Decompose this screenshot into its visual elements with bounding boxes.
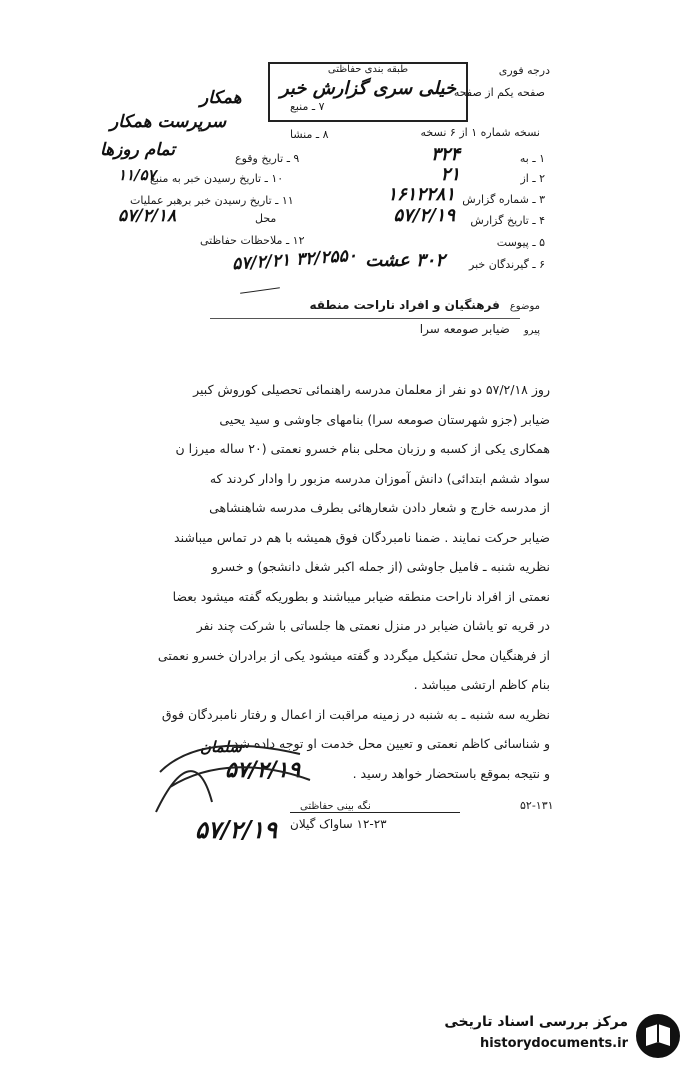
body-line: ضیابر (جزو شهرستان صومعه سرا) بنامهای جاوشی و سید یحیی (219, 411, 550, 427)
field-occurrence-date-value: تمام روزها (100, 140, 175, 160)
document-code: ۵۲-۱۳۱ (520, 799, 554, 812)
report-title (270, 78, 466, 99)
field-news-to-source-label: ۱۰ ـ تاریخ رسیدن خبر به منبع (150, 172, 284, 185)
body-line: از مدرسه خارج و شعار دادن شعارهائی بطرف مدرسه شاهنشاهی (209, 500, 550, 515)
margin-strike (240, 287, 280, 294)
signature-name: سلمان (200, 738, 242, 756)
field-to-label: ۱ ـ به (519, 152, 545, 165)
body-line: نعمتی از افراد ناراحت منطقه ضیابر میباشند و بطوریکه گفته میشود بعضا (172, 588, 550, 604)
place-label: محل (255, 212, 277, 225)
field-origin-label: ۸ ـ منشا (290, 128, 329, 141)
signature-scribble (150, 732, 320, 822)
body-line: از فرهنگیان محل تشکیل میگردد و گفته میشود یکی از برادران خسرو نعمتی (157, 647, 550, 663)
topic-label: موضوع (509, 301, 540, 312)
classification-label: طبقه بندی حفاظتی (327, 64, 409, 75)
body-line: و نتیجه بموقع باستحضار خواهد رسید . (352, 765, 550, 781)
body-line: ضیابر حرکت نمایند . ضمنا نامبردگان فوق همیشه با هم در تماس میباشند (174, 529, 550, 545)
field-news-to-operator-value: ۵۷/۲/۱۸ (118, 206, 177, 226)
body-line: نظریه شنبه ـ فامیل جاوشی (از جمله اکبر شغل دانشجو) و خسرو (211, 559, 550, 574)
field-source-value: همکار (200, 88, 242, 108)
body-line: در قریه تو یاشان ضیابر در منزل نعمتی ها جلساتی با شرکت چند نفر (196, 618, 550, 633)
body-line: و شناسائی کاظم نعمتی و تعیین محل خدمت او توجه داده شد (232, 736, 550, 751)
field-to-value: ۳۲۴ (430, 144, 460, 165)
field-recipients-value: ۳۰۲ عشت (365, 250, 445, 271)
signature-date: ۵۷/۲/۱۹ (225, 757, 301, 783)
field-news-to-operator-label: ۱۱ ـ تاریخ رسیدن خبر برهبر عملیات (130, 194, 294, 207)
field-report-number-value: ۱۶۱۲۲۸۱ (387, 184, 455, 205)
field-recipients-label: ۶ ـ گیرندگان خبر (469, 258, 545, 271)
topic-block (309, 298, 540, 336)
topic-place: ضیابر صومعه سرا (419, 322, 510, 336)
archive-book-icon (634, 1012, 682, 1060)
field-origin-value: سرپرست همکار (110, 112, 227, 132)
margin-note: ۳۲/۲۵۵۰ ۵۷/۲/۲۱ (231, 245, 358, 275)
topic-text: فرهنگیان و افراد ناراحت منطقه (309, 298, 500, 312)
field-report-date-label: ۴ ـ تاریخ گزارش (470, 214, 545, 227)
field-report-date-value: ۵۷/۲/۱۹ (393, 205, 455, 226)
body-line: روز ۵۷/۲/۱۸ دو نفر از معلمان مدرسه راهنمائی تحصیلی کوروش کبیر (193, 382, 550, 397)
field-source-label: ۷ ـ منبع (290, 100, 325, 113)
urgency-grade: درجه فوری (498, 64, 550, 77)
following-label: پیرو (523, 325, 540, 336)
watermark-title: مرکز بررسی اسناد تاریخی (444, 1014, 628, 1030)
body-line: سواد ششم ابتدائی) دانش آموزان مدرسه مزبور را وادار کردند که (209, 470, 550, 486)
field-report-number-label: ۳ ـ شماره گزارش (462, 193, 545, 206)
field-occurrence-date-label: ۹ ـ تاریخ وقوع (235, 152, 300, 165)
field-news-to-source-value: ۱۱/۵۷ (118, 166, 156, 184)
field-from-value: ۲۱ (440, 164, 460, 185)
page-label: صفحه یکم از صفحه (453, 86, 545, 99)
field-security-notes-label: ۱۲ ـ ملاحظات حفاظتی (200, 234, 305, 247)
signature-date-2: ۵۷/۲/۱۹ (195, 815, 277, 844)
footer-caption: نگه بینی حفاظتی (300, 801, 371, 812)
body-line: بنام کاظم ارتشی میباشد . (413, 677, 550, 692)
watermark-logo (440, 1008, 690, 1063)
footer-reference: ۱۲-۲۳ ساواک گیلان (290, 817, 387, 831)
watermark-url: historydocuments.ir (479, 1036, 628, 1051)
report-body (100, 375, 550, 788)
field-attachment-label: ۵ ـ پیوست (496, 236, 545, 249)
body-line: نظریه سه شنبه ـ به شنبه در زمینه مراقبت از اعمال و رفتار نامبردگان فوق (161, 706, 550, 722)
report-title-text: گزارش خبر (279, 78, 367, 99)
topic-underline (210, 318, 520, 319)
field-from-label: ۲ ـ از (520, 172, 545, 185)
classification-value: خیلی سری (373, 78, 457, 99)
body-line: همکاری یکی از کسبه و رزبان محلی بنام خسرو نعمتی (۲۰ ساله میرزا ن (175, 441, 550, 456)
copy-label: نسخه شماره ۱ از ۶ نسخه (420, 126, 540, 139)
footer-rule (290, 812, 460, 813)
